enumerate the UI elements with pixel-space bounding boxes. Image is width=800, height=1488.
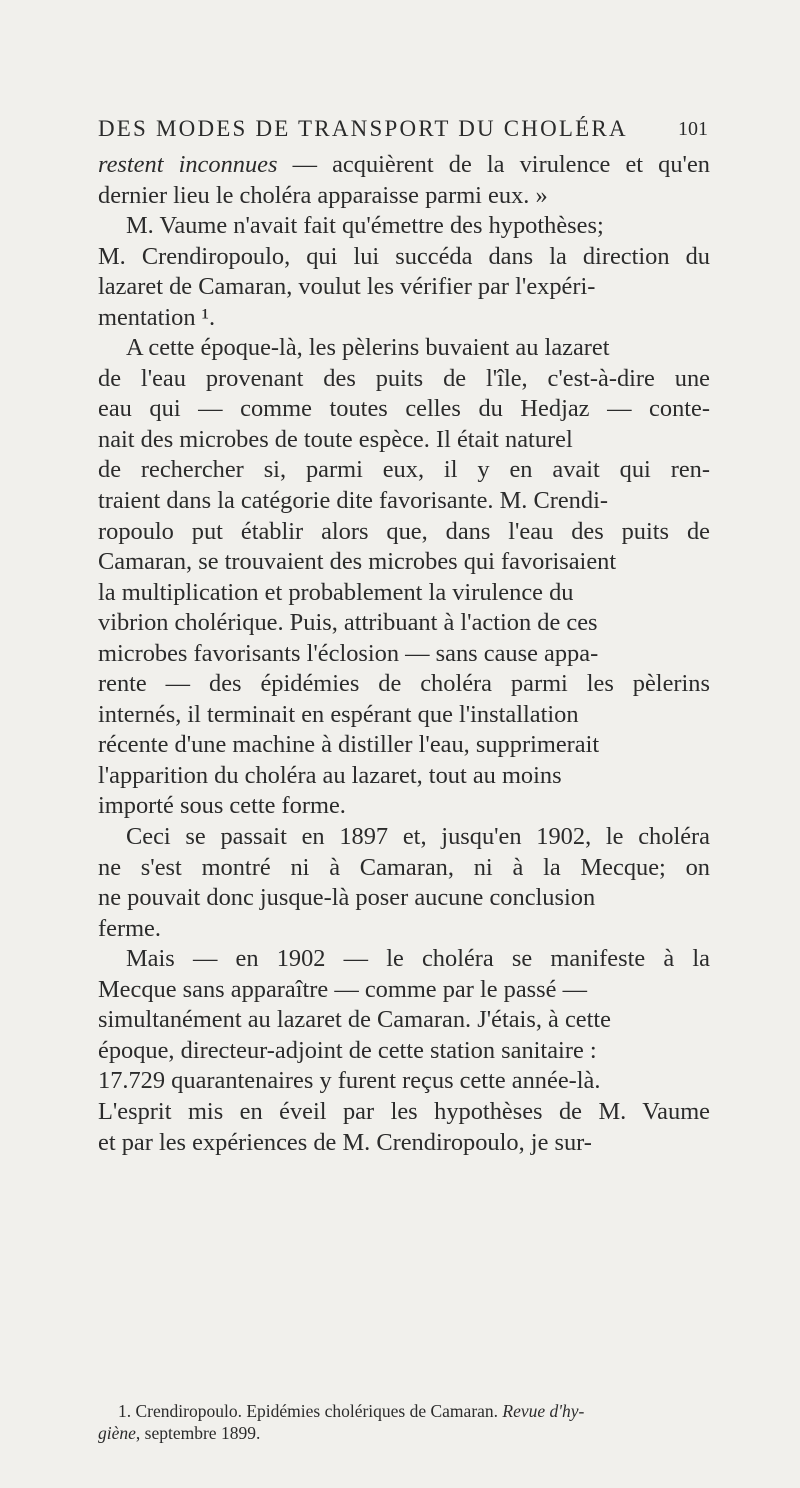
- body-line: [98, 578, 710, 609]
- body-line-text: lazaret de Camaran, voulut les vérifier par l'expéri-: [98, 273, 596, 301]
- running-head-title: DES MODES DE TRANSPORT DU CHOLÉRA: [98, 116, 628, 141]
- body-line-text: ne pouvait donc jusque-là poser aucune conclusion: [98, 884, 596, 912]
- body-line-text: Mais — en 1902 — le choléra se manifeste à la: [126, 945, 710, 973]
- body-line: [98, 181, 710, 212]
- body-line-text: A cette époque-là, les pèlerins buvaient au lazaret: [126, 334, 610, 362]
- body-italic-text: restent inconnues: [98, 151, 278, 178]
- body-line: [98, 1128, 710, 1159]
- body-line-text: de l'eau provenant des puits de l'île, c'est-à-dire une: [98, 364, 710, 392]
- body-line-text: microbes favorisants l'éclosion — sans cause appa-: [98, 639, 599, 667]
- body-line: [98, 272, 710, 303]
- body-line: [98, 333, 710, 364]
- body-line-text: eau qui — comme toutes celles du Hedjaz — conte-: [98, 395, 710, 423]
- footnote: [98, 1400, 710, 1444]
- body-line-text: nait des microbes de toute espèce. Il était naturel: [98, 425, 573, 453]
- body-line-text: et par les expériences de M. Crendiropoulo, je sur-: [98, 1128, 592, 1156]
- body-line: [98, 364, 710, 395]
- body-line: [98, 914, 710, 945]
- body-line-text: simultanément au lazaret de Camaran. J'étais, à cette: [98, 1006, 611, 1034]
- footnote-line: [98, 1422, 710, 1444]
- footnote-line-text: 1. Crendiropoulo. Epidémies cholériques de Camaran.: [118, 1401, 503, 1421]
- body-line: [98, 730, 710, 761]
- page-number: 101: [678, 118, 708, 140]
- body-line: [98, 242, 710, 273]
- body-line: [98, 1036, 710, 1067]
- body-line: [98, 639, 710, 670]
- body-line: [98, 853, 710, 884]
- body-line-text: — acquièrent de la virulence et qu'en: [277, 151, 710, 178]
- body-line: [98, 883, 710, 914]
- body-line: [98, 700, 710, 731]
- running-head: [98, 116, 708, 144]
- body-line-text: L'esprit mis en éveil par les hypothèses de M. Vaume: [98, 1097, 710, 1125]
- body-line-text: 17.729 quarantenaires y furent reçus cette année-là.: [98, 1067, 601, 1095]
- body-line-text: vibrion cholérique. Puis, attribuant à l'action de ces: [98, 609, 598, 637]
- body-line-text: époque, directeur-adjoint de cette station sanitaire :: [98, 1036, 597, 1064]
- footnote-line: [98, 1400, 710, 1422]
- body-line: [98, 517, 710, 548]
- body-line-text: la multiplication et probablement la virulence du: [98, 578, 574, 606]
- body-line: [98, 425, 710, 456]
- body-line: [98, 608, 710, 639]
- body-line: [98, 1097, 710, 1128]
- body-line-text: M. Vaume n'avait fait qu'émettre des hypothèses;: [126, 212, 604, 240]
- footnote-italic-text: Revue d'hy-: [502, 1401, 585, 1421]
- body-line-text: récente d'une machine à distiller l'eau, supprimerait: [98, 731, 600, 759]
- body-line: [98, 486, 710, 517]
- body-line-text: l'apparition du choléra au lazaret, tout au moins: [98, 761, 562, 789]
- footnote-italic-text: giène: [98, 1423, 136, 1443]
- body-line: [98, 150, 710, 181]
- body-line-text: traient dans la catégorie dite favorisante. M. Crendi-: [98, 487, 608, 515]
- body-line-text: mentation ¹.: [98, 303, 216, 331]
- body-line-text: Camaran, se trouvaient des microbes qui favorisaient: [98, 548, 617, 576]
- body-line: [98, 1066, 710, 1097]
- body-line: [98, 944, 710, 975]
- body-text: [98, 150, 710, 1158]
- body-line-text: de rechercher si, parmi eux, il y en avait qui ren-: [98, 456, 710, 484]
- body-line: [98, 822, 710, 853]
- body-line: [98, 791, 710, 822]
- body-line: [98, 1005, 710, 1036]
- body-line-text: internés, il terminait en espérant que l'installation: [98, 700, 579, 728]
- body-line: [98, 211, 710, 242]
- body-line: [98, 669, 710, 700]
- footnote-line-text: , septembre 1899.: [135, 1423, 261, 1443]
- body-line: [98, 975, 710, 1006]
- body-line-text: dernier lieu le choléra apparaisse parmi eux. »: [98, 181, 548, 209]
- body-line: [98, 303, 710, 334]
- body-line-text: Mecque sans apparaître — comme par le passé —: [98, 975, 587, 1003]
- body-line: [98, 455, 710, 486]
- body-line-text: ropoulo put établir alors que, dans l'eau des puits de: [98, 517, 710, 545]
- body-line-text: Ceci se passait en 1897 et, jusqu'en 1902, le choléra: [126, 823, 710, 851]
- body-line-text: M. Crendiropoulo, qui lui succéda dans la direction du: [98, 242, 710, 270]
- body-line: [98, 394, 710, 425]
- body-line: [98, 761, 710, 792]
- body-line-text: ferme.: [98, 914, 161, 942]
- body-line: [98, 547, 710, 578]
- body-line-text: rente — des épidémies de choléra parmi les pèlerins: [98, 670, 710, 698]
- body-line-text: importé sous cette forme.: [98, 792, 346, 820]
- body-line-text: ne s'est montré ni à Camaran, ni à la Mecque; on: [98, 853, 710, 881]
